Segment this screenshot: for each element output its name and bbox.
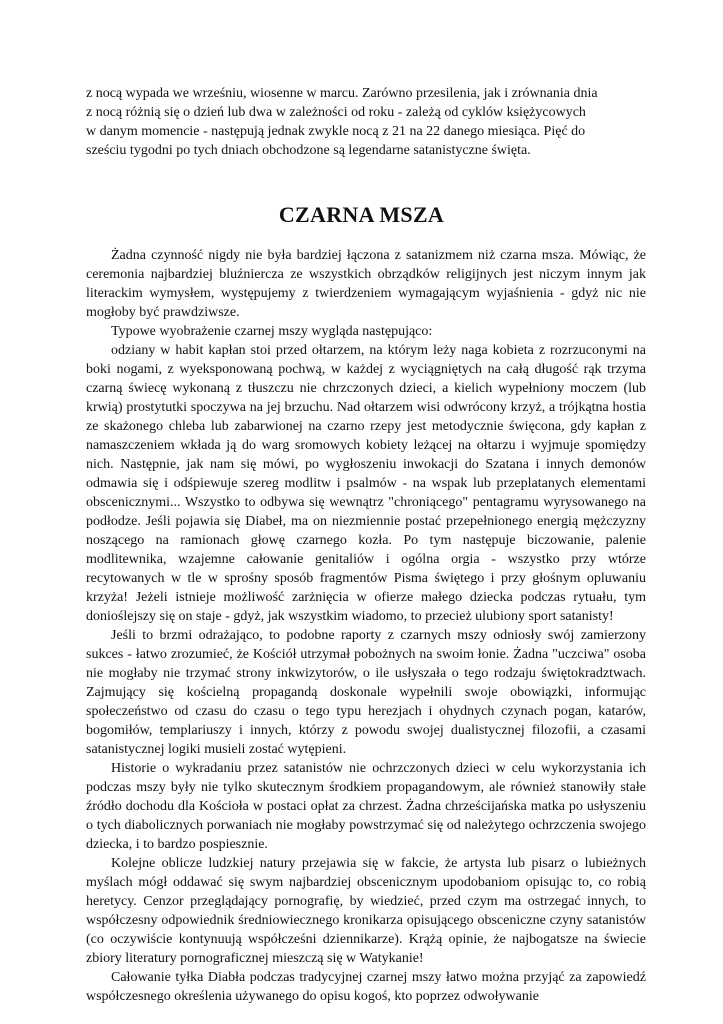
- body-paragraph: Typowe wyobrażenie czarnej mszy wygląda następująco:: [111, 324, 433, 339]
- intro-line: w danym momencie - następują jednak zwykle nocą z 21 na 22 danego miesiąca. Pięć do: [86, 124, 586, 139]
- intro-line: z nocą wypada we wrześniu, wiosenne w marcu. Zarówno przesilenia, jak i zrównania dnia: [86, 86, 598, 101]
- body-paragraph: odziany w habit kapłan stoi przed ołtarzem, na którym leży naga kobieta z rozrzuconymi na boki nogami, z wyeksponowaną pochwą, w każdej z wyciągniętych na całą długość rąk trzyma czarną świecę wykonaną z tłuszczu nie chrzczonych dzieci, a kielich wypełniony moczem (lub krwią) prostytutki spoczywa na jej brzuchu. Nad ołtarzem wisi odwrócony krzyż, a trójkątna hostia ze skażonego chleba lub zabarwionej na czarno rzepy jest metodycznie święcona, gdy kapłan z namaszczeniem wkłada ją do warg sromowych kobiety leżącej na ołtarzu i wyjmuje spomiędzy nich. Następnie, jak nam się mówi, po wygłoszeniu inwokacji do Szatana i innych demonów odmawia się i odśpiewuje szereg modlitw i psalmów - na wspak lub przeplatanych elementami obscenicznymi... Wszystko to odbywa się wewnątrz "chroniącego" pentagramu wyrysowanego na podłodze. Jeśli pojawia się Diabeł, ma on niezmiennie postać przepełnionego energią mężczyzny noszącego na ramionach głowę czarnego kozła. Po tym następuje biczowanie, palenie modlitewnika, wzajemne całowanie genitaliów i ogólna orgia - wszystko przy wtórze recytowanych w tle w sprośny sposób fragmentów Pisma świętego i przy głośnym opluwaniu krzyża! Jeżeli istnieje możliwość zarżnięcia w ofierze małego dziecka podczas rytuału, tym donioślejszy się on staje - gdyż, jak wszystkim wiadomo, to przecież ulubiony sport satanisty!: [86, 343, 646, 624]
- body-paragraph: Jeśli to brzmi odrażająco, to podobne raporty z czarnych mszy odniosły swój zamierzony sukces - łatwo zrozumieć, że Kościół utrzymał pobożnych na swoim łonie. Żadna "uczciwa" osoba nie mogłaby nie trzymać strony inkwizytorów, o ile usłyszała o tego rodzaju świętokradztwach. Zajmujący się kościelną propagandą doskonale wypełnili swoje obowiązki, informując społeczeństwo od czasu do czasu o tego typu herezjach i ohydnych czynach pogan, katarów, bogomiłów, templariuszy i innych, którzy z powodu swojej dualistycznej filozofii, a czasami satanistycznej logiki musieli zostać wytępieni.: [86, 628, 646, 757]
- intro-line: sześciu tygodni po tych dniach obchodzone są legendarne satanistyczne święta.: [86, 143, 531, 158]
- section-title: CZARNA MSZA: [278, 202, 445, 227]
- intro-paragraph: [86, 84, 646, 160]
- body-paragraph: Kolejne oblicze ludzkiej natury przejawia się w fakcie, że artysta lub pisarz o lubieżnych myślach mógł oddawać się swym najbardziej obscenicznym upodobaniom opisując to, co robią heretycy. Cenzor przeglądający pornografię, by wiedzieć, przed czym ma ostrzegać innych, to współczesny odpowiednik średniowiecznego kronikarza opisującego obsceniczne czyny satanistów (co oczywiście kontynuują współcześni dziennikarze). Krążą opinie, że najbogatsze na świecie zbiory literatury pornograficznej mieszczą się w Watykanie!: [86, 856, 646, 966]
- body-paragraph: Żadna czynność nigdy nie była bardziej łączona z satanizmem niż czarna msza. Mówiąc, że ceremonia najbardziej bluźniercza ze wszystkich obrządków religijnych jest niczym innym jak literackim wymysłem, występujemy z twierdzeniem wymagającym wyjaśnienia - gdyż nic nie mogłoby być prawdziwsze.: [86, 248, 646, 320]
- section-body: [86, 246, 646, 1006]
- body-paragraph: Historie o wykradaniu przez satanistów nie ochrzczonych dzieci w celu wykorzystania ich podczas mszy były nie tylko skutecznym środkiem propagandowym, ale również stanowiły stałe źródło dochodu dla Kościoła w postaci opłat za chrzest. Żadna chrześcijańska matka po usłyszeniu o tych diabolicznych porwaniach nie mogłaby powstrzymać się od należytego ochrzczenia swojego dziecka, i to bardzo pospiesznie.: [86, 761, 646, 852]
- body-paragraph: Całowanie tyłka Diabła podczas tradycyjnej czarnej mszy łatwo można przyjąć za zapowiedź współczesnego określenia używanego do opisu kogoś, kto poprzez odwoływanie: [86, 970, 646, 1004]
- intro-line: z nocą różnią się o dzień lub dwa w zależności od roku - zależą od cyklów księżycowych: [86, 105, 586, 120]
